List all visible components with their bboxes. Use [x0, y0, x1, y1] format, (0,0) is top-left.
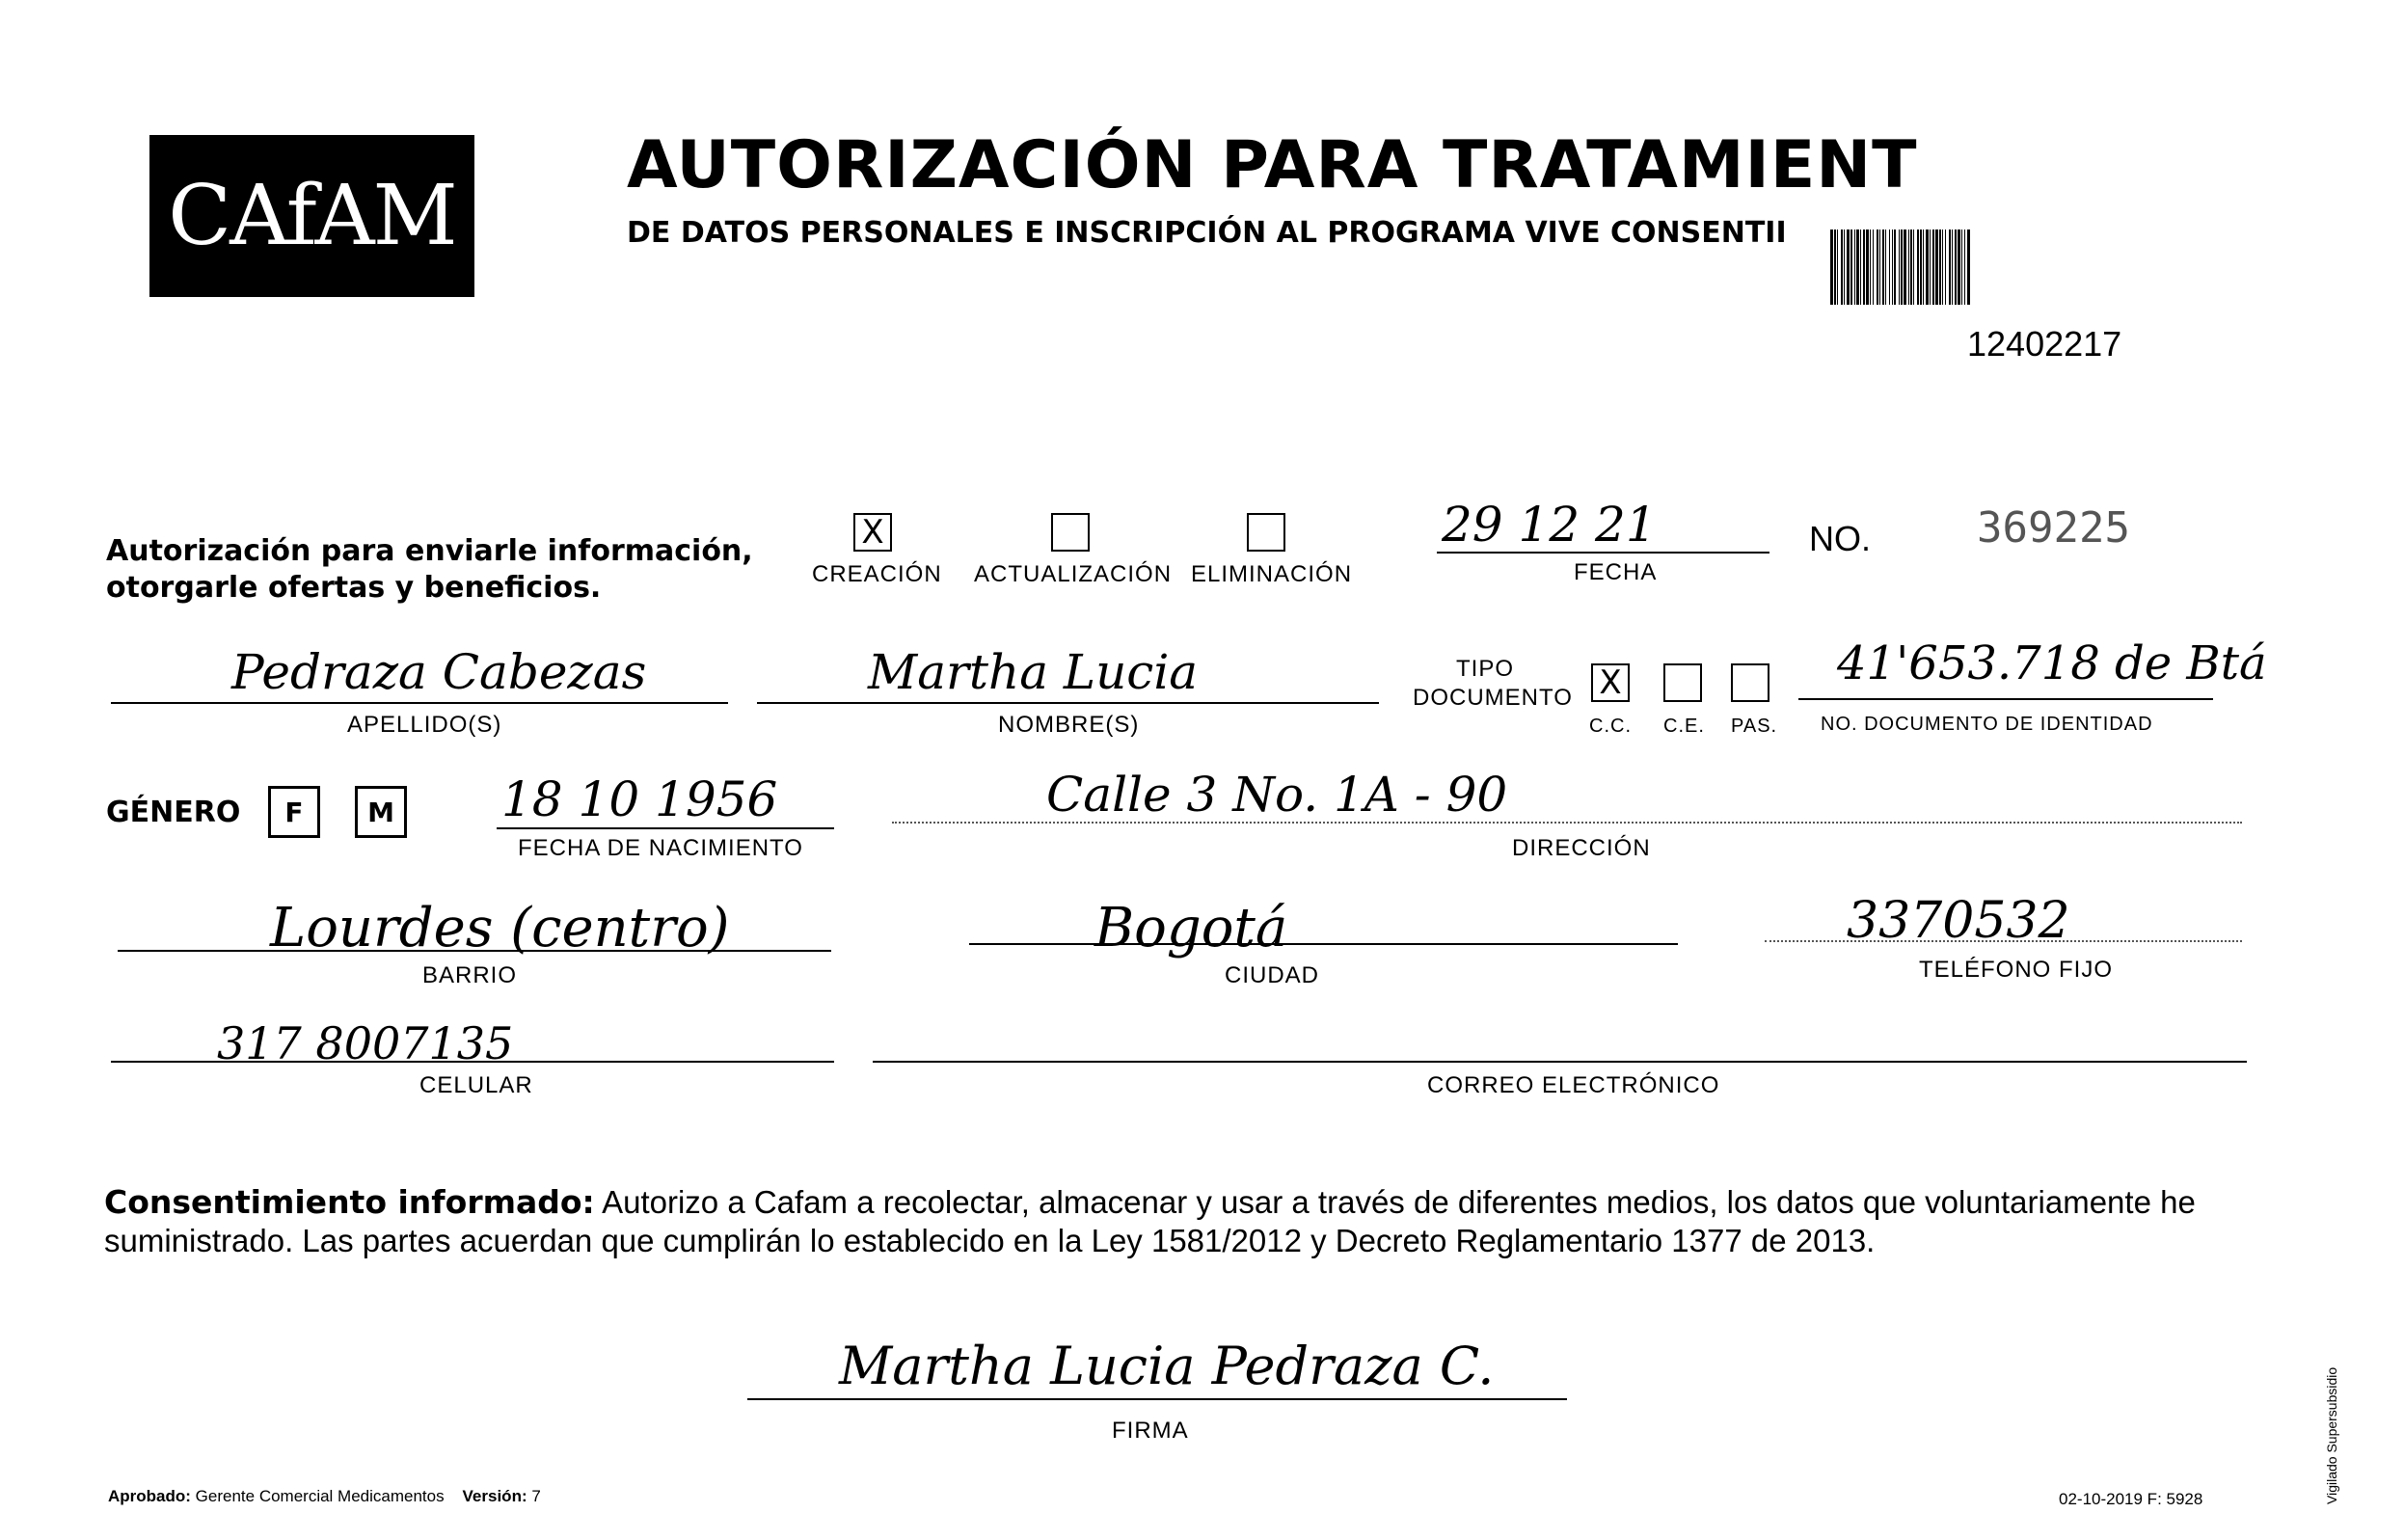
correo-label: CORREO ELECTRÓNICO [1427, 1072, 1720, 1098]
documento-value[interactable]: 41'653.718 de Btá [1837, 636, 2267, 690]
consent-lead: Consentimiento informado: [104, 1183, 595, 1221]
firma-value: Martha Lucia Pedraza C. [839, 1336, 1495, 1396]
celular-line [111, 1061, 834, 1063]
fecha-label: FECHA [1574, 559, 1658, 585]
nombres-line [757, 702, 1379, 704]
barrio-value[interactable]: Lourdes (centro) [270, 897, 730, 959]
nombres-value[interactable]: Martha Lucia [868, 644, 1199, 700]
telefono-value[interactable]: 3370532 [1847, 892, 2070, 950]
pas-label: PAS. [1731, 716, 1778, 737]
documento-label: NO. DOCUMENTO DE IDENTIDAD [1821, 714, 2153, 735]
cafam-logo: CAfAM [149, 135, 474, 297]
apellidos-value[interactable]: Pedraza Cabezas [231, 644, 647, 700]
documento-line [1798, 698, 2213, 700]
aprobado-value: Gerente Comercial Medicamentos [195, 1487, 445, 1505]
pas-checkbox[interactable] [1731, 663, 1769, 702]
ciudad-label: CIUDAD [1225, 962, 1320, 988]
firma-line [747, 1398, 1567, 1400]
consent-text: Autorizo a Cafam a recolectar, almacenar y usar a través de diferentes medios, los datos que voluntariamente he suministrado. Las partes acuerdan que cumplirán lo establecido en la Ley 1581/2012 y Decreto Reglamentario 1377 de 2013. [104, 1184, 2196, 1258]
genero-f-checkbox[interactable]: F [268, 786, 320, 838]
fecha-line [1437, 552, 1769, 554]
actualizacion-label: ACTUALIZACIÓN [974, 561, 1173, 587]
apellidos-line [111, 702, 728, 704]
direccion-line [892, 822, 2242, 824]
tipo-label-2: DOCUMENTO [1413, 685, 1573, 711]
barcode [1830, 230, 2221, 305]
nacimiento-line [497, 827, 834, 829]
barrio-line [118, 950, 831, 952]
creacion-label: CREACIÓN [812, 561, 942, 587]
direccion-label: DIRECCIÓN [1512, 835, 1651, 861]
creacion-checkbox[interactable]: X [853, 513, 892, 552]
numero-value: 369225 [1977, 503, 2130, 553]
telefono-line [1765, 940, 2242, 942]
form-title: AUTORIZACIÓN PARA TRATAMIENT [627, 127, 1918, 203]
vigilado-text: Vigilado Supersubsidio [2324, 1366, 2339, 1504]
correo-line [873, 1061, 2247, 1063]
direccion-value[interactable]: Calle 3 No. 1A - 90 [1046, 767, 1508, 823]
genero-m-checkbox[interactable]: M [355, 786, 407, 838]
ce-label: C.E. [1663, 716, 1705, 737]
eliminacion-label: ELIMINACIÓN [1191, 561, 1353, 587]
aprobado-label: Aprobado: [108, 1487, 191, 1505]
celular-value[interactable]: 317 8007135 [217, 1017, 514, 1069]
cc-checkbox[interactable]: X [1591, 663, 1630, 702]
eliminacion-checkbox[interactable] [1247, 513, 1285, 552]
ce-checkbox[interactable] [1663, 663, 1702, 702]
nacimiento-label: FECHA DE NACIMIENTO [518, 835, 803, 861]
intro-line-2: otorgarle ofertas y beneficios. [106, 571, 602, 605]
ciudad-value[interactable]: Bogotá [1094, 897, 1288, 959]
form-subtitle: DE DATOS PERSONALES E INSCRIPCIÓN AL PROGRAMA VIVE CONSENTII [627, 216, 1787, 250]
actualizacion-checkbox[interactable] [1051, 513, 1090, 552]
nacimiento-value[interactable]: 18 10 1956 [501, 771, 778, 827]
authorization-intro [106, 533, 753, 607]
fecha-value[interactable]: 29 12 21 [1442, 497, 1657, 553]
tipo-label-1: TIPO [1456, 656, 1515, 682]
intro-line-1: Autorización para enviarle información, [106, 534, 753, 568]
barrio-label: BARRIO [422, 962, 518, 988]
barcode-number: 12402217 [1967, 324, 2122, 364]
firma-label: FIRMA [1112, 1418, 1189, 1444]
footer-date-code: 02-10-2019 F: 5928 [2059, 1490, 2203, 1508]
cc-label: C.C. [1589, 716, 1632, 737]
ciudad-line [969, 943, 1678, 945]
telefono-label: TELÉFONO FIJO [1919, 957, 2114, 983]
numero-label: NO. [1809, 519, 1872, 558]
version-label: Versión: [462, 1487, 527, 1505]
consent-paragraph [104, 1183, 2245, 1260]
genero-label: GÉNERO [106, 796, 241, 829]
nombres-label: NOMBRE(S) [998, 712, 1140, 738]
footer-approved [108, 1487, 541, 1506]
apellidos-label: APELLIDO(S) [347, 712, 502, 738]
version-value: 7 [531, 1487, 541, 1505]
barcode-bar [1970, 230, 1971, 305]
celular-label: CELULAR [419, 1072, 533, 1098]
